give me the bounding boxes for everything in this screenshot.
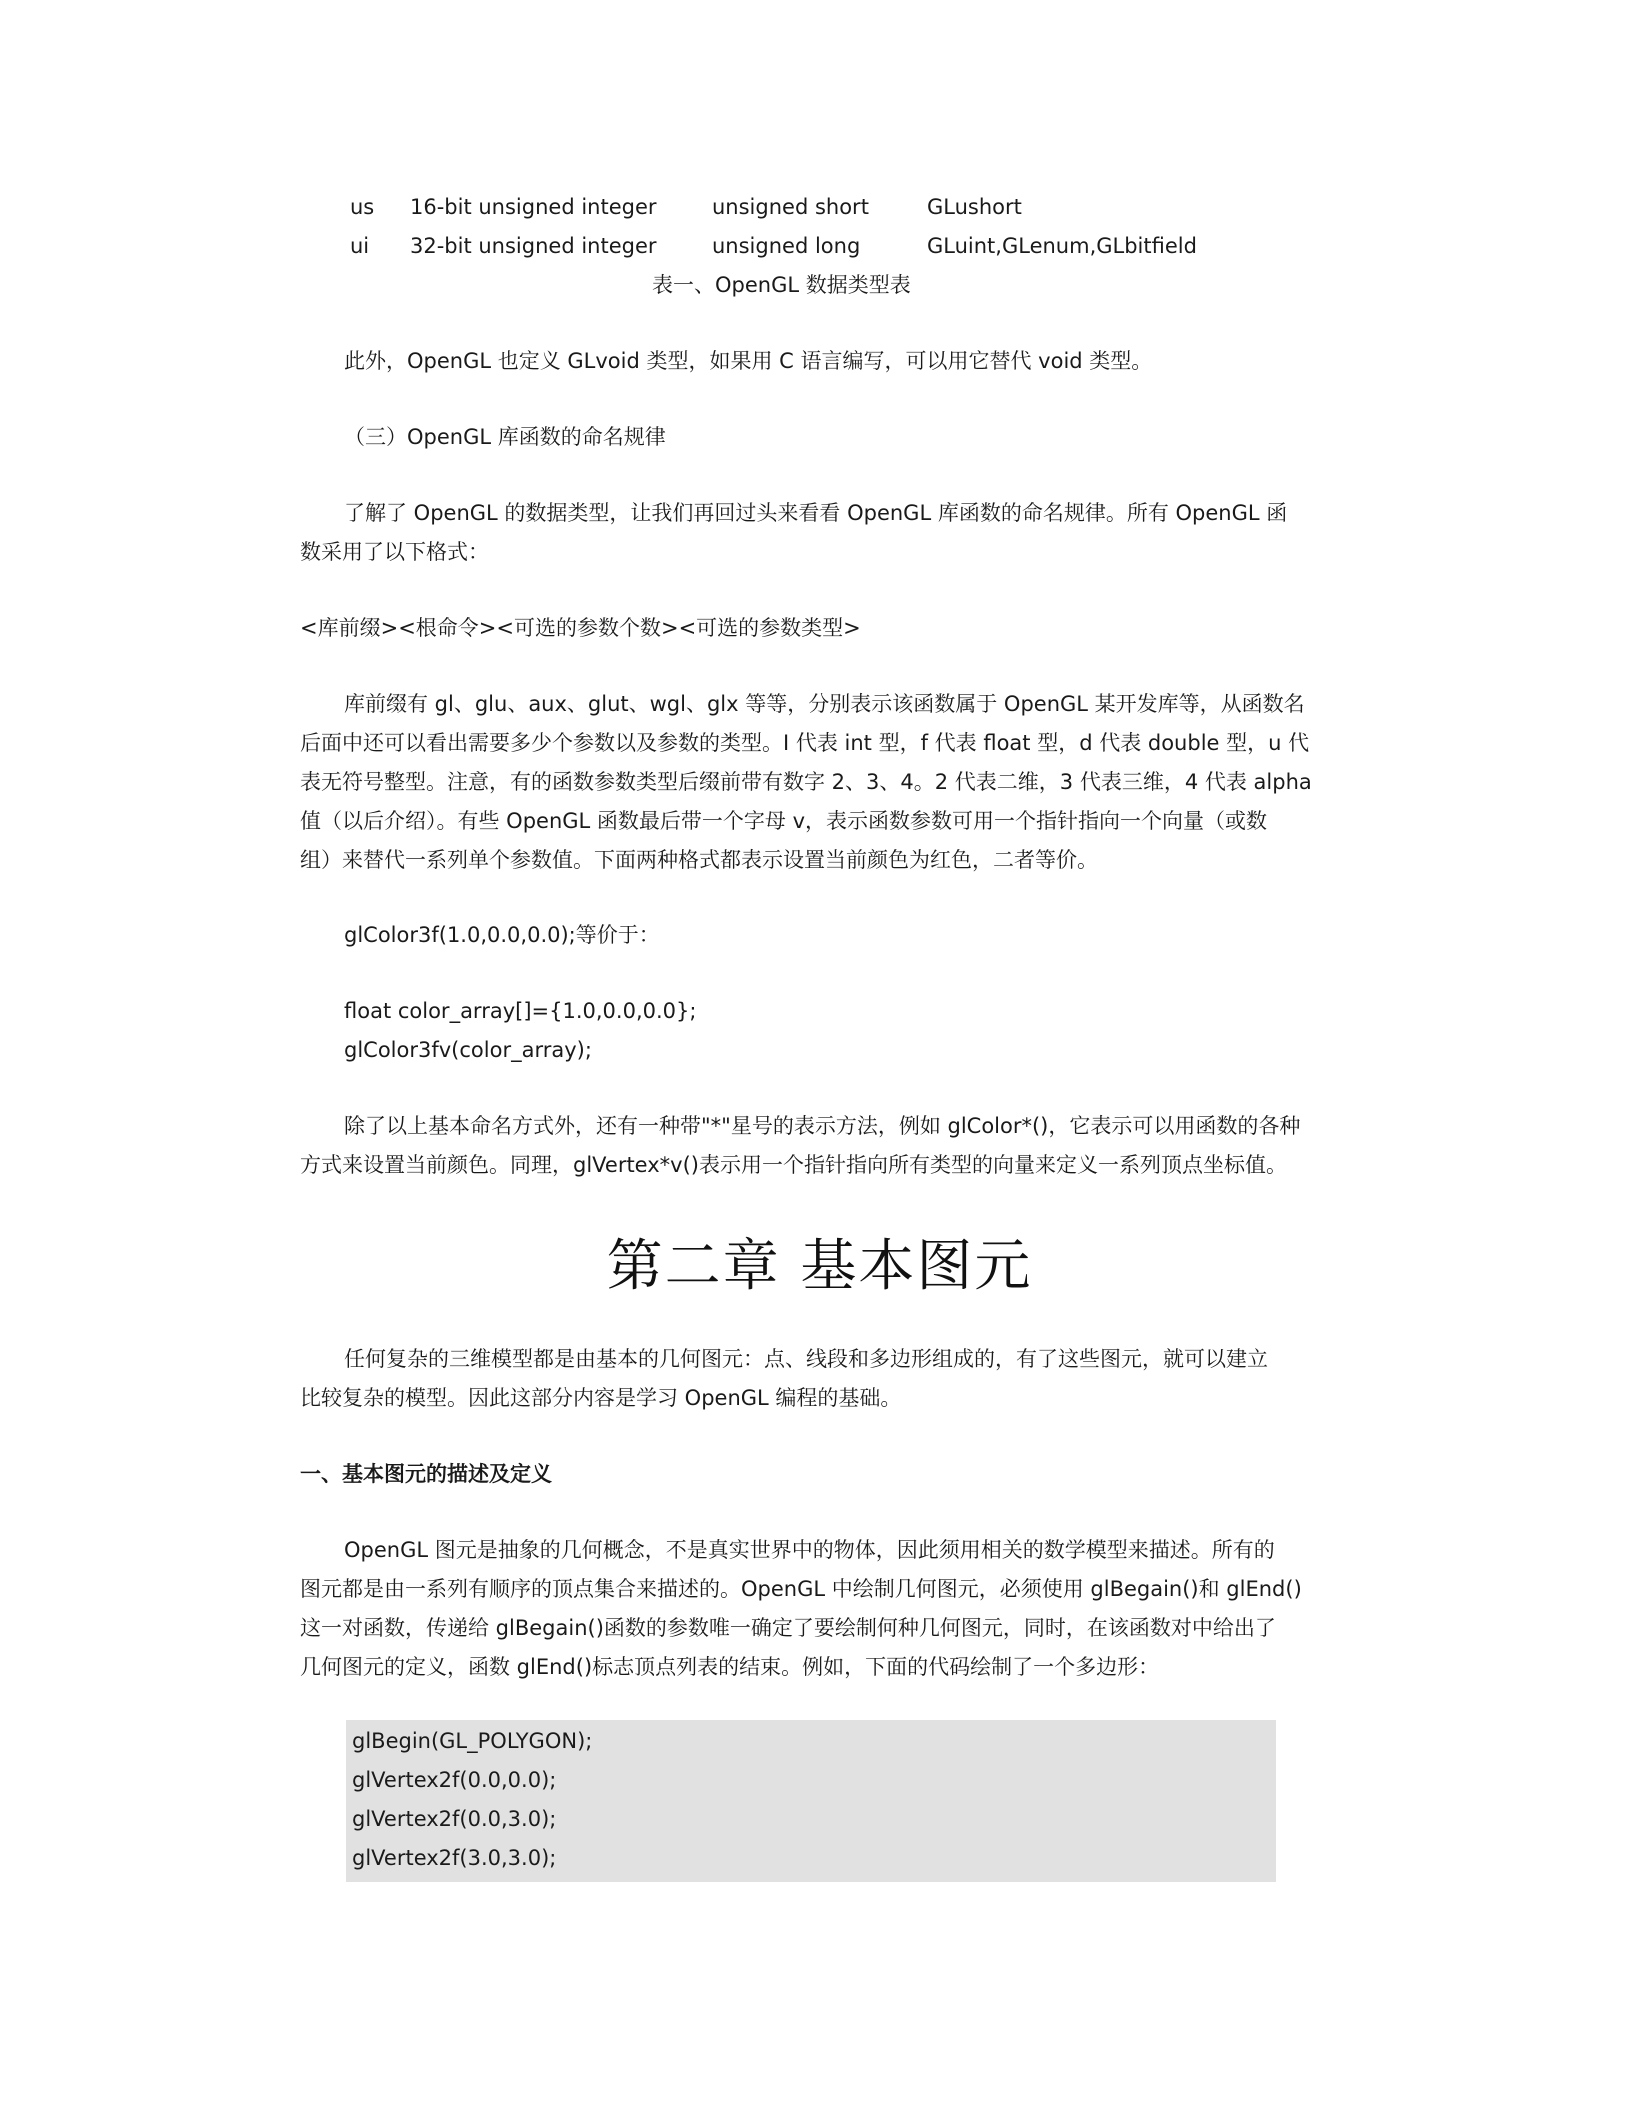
paragraph-line: 除了以上基本命名方式外，还有一种带"*"星号的表示方法，例如 glColor*()，它表示可以用函数的各种 <box>344 1114 1301 1138</box>
paragraph-primitives <box>300 1531 1320 1687</box>
paragraph-star-notation <box>300 1107 1320 1185</box>
paragraph-line: 比较复杂的模型。因此这部分内容是学习 OpenGL 编程的基础。 <box>300 1386 902 1410</box>
table-cell-suffix: us <box>350 195 375 219</box>
code-block <box>346 1720 1276 1882</box>
subheading-naming-rules: （三）OpenGL 库函数的命名规律 <box>344 425 666 449</box>
section-heading: 一、基本图元的描述及定义 <box>300 1462 552 1486</box>
table-cell-suffix: ui <box>350 234 370 258</box>
code-line: glVertex2f(3.0,3.0); <box>352 1846 557 1870</box>
paragraph-prefix <box>300 685 1320 880</box>
code-example-glcolor3f: glColor3f(1.0,0.0,0.0);等价于： <box>344 923 660 947</box>
function-format-line: <库前缀><根命令><可选的参数个数><可选的参数类型> <box>300 616 861 640</box>
code-example-color-array: float color_array[]={1.0,0.0,0.0}; <box>344 999 697 1023</box>
paragraph-line: 几何图元的定义，函数 glEnd()标志顶点列表的结束。例如，下面的代码绘制了一个多边形： <box>300 1655 1160 1679</box>
paragraph-line: 值（以后介绍）。有些 OpenGL 函数最后带一个字母 v，表示函数参数可用一个指针指向一个向量（或数 <box>300 809 1268 833</box>
paragraph-chapter-intro <box>300 1340 1320 1418</box>
table-row <box>0 188 1639 227</box>
code-line: glBegin(GL_POLYGON); <box>352 1729 593 1753</box>
paragraph-line: 组）来替代一系列单个参数值。下面两种格式都表示设置当前颜色为红色，二者等价。 <box>300 848 1098 872</box>
code-example-glcolor3fv: glColor3fv(color_array); <box>344 1038 592 1062</box>
table-cell-c-type: unsigned short <box>712 195 869 219</box>
paragraph-line: OpenGL 图元是抽象的几何概念，不是真实世界中的物体，因此须用相关的数学模型来描述。所有的 <box>344 1538 1275 1562</box>
table-cell-gl-type: GLuint,GLenum,GLbitfield <box>927 234 1197 258</box>
paragraph-naming-intro <box>300 494 1320 572</box>
paragraph-line: 方式来设置当前颜色。同理，glVertex*v()表示用一个指针指向所有类型的向量来定义一系列顶点坐标值。 <box>300 1153 1287 1177</box>
code-line: glVertex2f(0.0,3.0); <box>352 1807 557 1831</box>
paragraph-line: 表无符号整型。注意，有的函数参数类型后缀前带有数字 2、3、4。2 代表二维，3 代表三维，4 代表 alpha <box>300 770 1312 794</box>
paragraph-line: 数采用了以下格式： <box>300 540 489 564</box>
paragraph-line: 这一对函数，传递给 glBegain()函数的参数唯一确定了要绘制何种几何图元，同时，在该函数对中给出了 <box>300 1616 1276 1640</box>
paragraph-line: 库前缀有 gl、glu、aux、glut、wgl、glx 等等，分别表示该函数属于 OpenGL 某开发库等，从函数名 <box>344 692 1305 716</box>
chapter-title: 第二章 基本图元 <box>606 1234 1033 1299</box>
table-cell-data-type: 16-bit unsigned integer <box>410 195 657 219</box>
code-line: glVertex2f(0.0,0.0); <box>352 1768 557 1792</box>
paragraph-line: 图元都是由一系列有顺序的顶点集合来描述的。OpenGL 中绘制几何图元，必须使用 glBegain()和 glEnd() <box>300 1577 1302 1601</box>
table-cell-data-type: 32-bit unsigned integer <box>410 234 657 258</box>
paragraph-line: 后面中还可以看出需要多少个参数以及参数的类型。I 代表 int 型，f 代表 float 型，d 代表 double 型，u 代 <box>300 731 1310 755</box>
paragraph-line: 了解了 OpenGL 的数据类型，让我们再回过头来看看 OpenGL 库函数的命名规律。所有 OpenGL 函 <box>344 501 1288 525</box>
table-row <box>0 227 1639 266</box>
table-caption: 表一、OpenGL 数据类型表 <box>652 273 911 297</box>
paragraph-glvoid: 此外，OpenGL 也定义 GLvoid 类型，如果用 C 语言编写，可以用它替代 void 类型。 <box>344 349 1153 373</box>
table-cell-c-type: unsigned long <box>712 234 861 258</box>
paragraph-line: 任何复杂的三维模型都是由基本的几何图元：点、线段和多边形组成的，有了这些图元，就可以建立 <box>344 1347 1268 1371</box>
table-cell-gl-type: GLushort <box>927 195 1022 219</box>
